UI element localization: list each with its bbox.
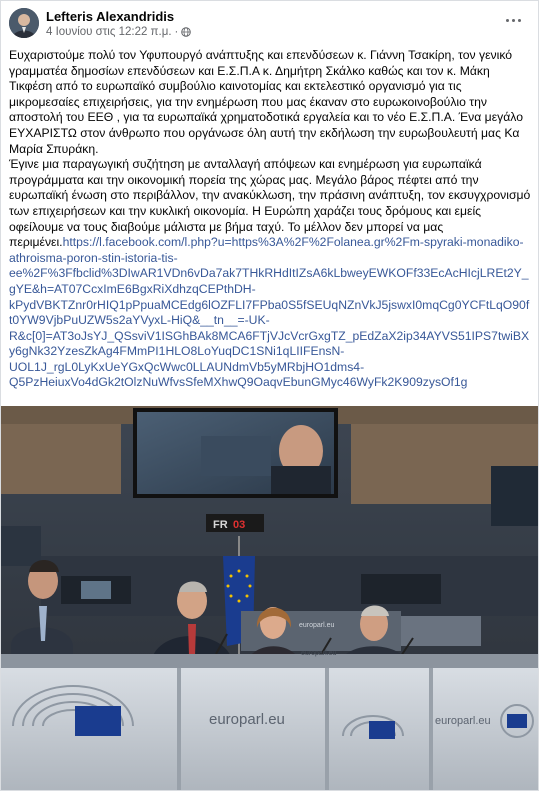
europarl-label-right: europarl.eu [435, 715, 491, 727]
parliament-photo [1, 406, 539, 791]
avatar[interactable] [9, 8, 39, 38]
post-timestamp[interactable]: 4 Ιουνίου στις 12:22 π.μ. [46, 26, 172, 38]
fr-number: 03 [233, 519, 246, 531]
post-paragraph-2-text: Έγινε μια παραγωγική συζήτηση με ανταλλαγή απόψεων και ενημέρωση για ευρωπαϊκά προγράμματα και την οικονομική πορεία της χώρας μας. Μεγάλο βάρος πέφτει από την ευρωπαϊκή ένωση στο περιβάλλον, την ανακύκλωση, την πράσινη ανάπτυξη, τον εκσυγχρονισμό των επιχειρήσεων και την κυκλική οικονομία. Η Ευρώπη χαράζει τους δρόμους και εμείς οφείλουμε να τους διαβούμε μάλιστα με βήμα ταχύ. Το μέλλον δεν μπορεί να μας περιμένει. [9, 157, 531, 250]
separator-dot: · [174, 26, 179, 38]
eu-flag-icon-desk-right [369, 721, 395, 739]
post-meta [46, 26, 191, 38]
more-options-icon[interactable] [501, 10, 525, 30]
post-text [9, 48, 532, 391]
globe-icon [181, 27, 191, 37]
avatar-image [9, 8, 39, 38]
fr-label: FR [213, 519, 228, 531]
post-photo[interactable] [1, 406, 539, 791]
eu-flag-icon-desk-left [75, 706, 121, 736]
post-link[interactable]: https://l.facebook.com/l.php?u=https%3A%2F%2Folanea.gr%2Fm-spyraki-monadiko-athroisma-poron-stin-istoria-tis-ee%2F%3Ffbclid%3DIwAR1VDn6vDa7ak7THkRHdItIZsA6kLbweyEWKOFf33EcAcHIcjLREt2Y_gYE&h=AT07CcxImE6BgxRiXdhzqCEPthDH-kPydVBKTZnr0rHIQ1pPpuaMCEdg6lOZFLI7FPba0S5fSEUqNZnVkJ5jswxI0mqCg0YCFtLqO90ft0YW9VjbPuUZW5s2aYVyxL-HiQ&__tn__=-UK-R&c[0]=AT3oJsYJ_QSsviV1ISGhBAk8MCA6FTjVJcVcrGxgTZ_pEdZaX2ip34AYVS51IPS7twiBXy6gNk32YzesZkAg4FMmPI1HLO8LoYuqDC1SNi1qLIIFEnsN-UOL1J_rgL0LyKxUeYGxQcWwc0LLAUNdmVb5yMRbjHO1dms4-Q5PzHeiuxVo4dGk2tOlzNuWfvsSfeMXhwQ9OaqvEbunGMyc46WyFk2K909zysOf1g [9, 235, 530, 390]
post-paragraph-2 [9, 157, 532, 391]
post-author[interactable]: Lefteris Alexandridis [46, 9, 175, 24]
europarl-label-front: europarl.eu [209, 711, 285, 728]
europarl-label-back: europarl.eu [299, 622, 335, 629]
post-header [9, 8, 533, 42]
side-screen-right [491, 466, 539, 526]
post-paragraph-1: Ευχαριστούμε πολύ τον Υφυπουργό ανάπτυξης και επενδύσεων κ. Γιάννη Τσακίρη, τον γενικό γραμματέα δημοσίων επενδύσεων και Ε.Σ.Π.Α κ. Δημήτρη Σκάλκο καθώς και τον κ. Μάκη Τικφέση από το ευρωπαϊκό συμβούλιο καινοτομίας και εκτελεστικό οργανισμό για τις μικρομεσαίες επιχειρήσεις, για την ενημέρωση που μας έκαναν στο ευρωκοινοβούλιο την αποστολή του ΕΕΘ , για τα ευρωπαϊκά χρηματοδοτικά εργαλεία και το νέο Ε.Σ.Π.Α. Ένα μεγάλο ΕΥΧΑΡΙΣΤΩ στον άνθρωπο που οργάνωσε όλη αυτή την εκδήλωση την ευρωβουλευτή μας Κα Μαρία Σπυράκη. [9, 48, 523, 156]
europarl-label-nameplate: europarl.eu [301, 650, 337, 657]
